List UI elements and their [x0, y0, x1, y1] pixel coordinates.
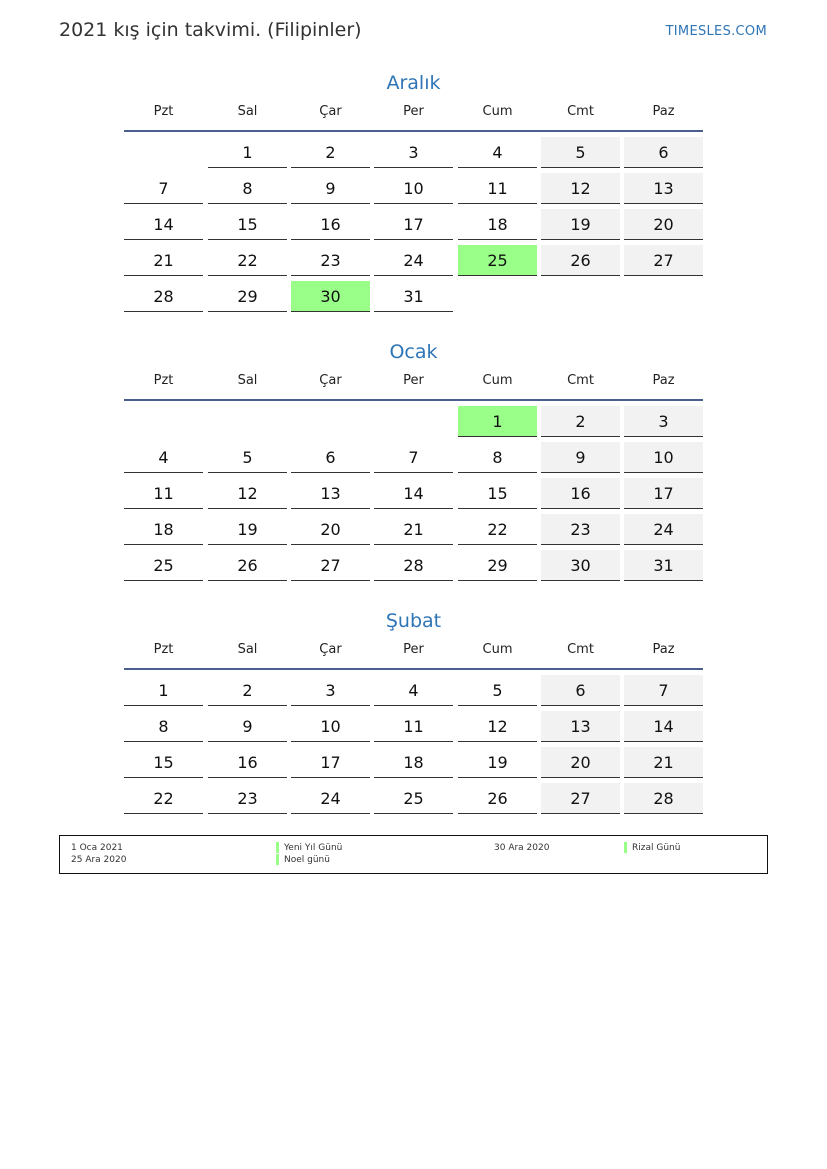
holiday-day-cell: 1 — [458, 406, 537, 437]
legend-holiday-name: Yeni Yıl Günü — [284, 843, 343, 853]
day-cell: 11 — [458, 173, 537, 204]
day-cell: 19 — [458, 747, 537, 778]
legend-date: 1 Oca 2021 — [71, 843, 123, 853]
weekday-label: Pzt — [153, 642, 174, 657]
weekday-label: Paz — [652, 642, 675, 657]
day-cell: 6 — [624, 137, 703, 168]
day-cell: 7 — [624, 675, 703, 706]
day-cell: 26 — [541, 245, 620, 276]
day-cell: 17 — [374, 209, 453, 240]
day-cell: 28 — [374, 550, 453, 581]
holiday-day-cell: 30 — [291, 281, 370, 312]
month-title: Aralık — [386, 72, 441, 94]
day-cell: 3 — [291, 675, 370, 706]
day-cell: 9 — [208, 711, 287, 742]
day-cell: 23 — [291, 245, 370, 276]
day-cell: 10 — [291, 711, 370, 742]
day-cell: 15 — [208, 209, 287, 240]
day-cell: 7 — [124, 173, 203, 204]
legend-holiday-name: Rizal Günü — [632, 843, 681, 853]
day-cell: 8 — [458, 442, 537, 473]
day-cell: 5 — [208, 442, 287, 473]
day-cell: 8 — [124, 711, 203, 742]
weekday-label: Per — [403, 104, 424, 119]
holiday-legend — [59, 835, 768, 874]
day-cell: 16 — [291, 209, 370, 240]
day-cell: 1 — [208, 137, 287, 168]
day-cell: 17 — [624, 478, 703, 509]
day-cell: 12 — [458, 711, 537, 742]
day-cell: 22 — [458, 514, 537, 545]
day-cell: 12 — [541, 173, 620, 204]
weekday-label: Cmt — [567, 642, 594, 657]
day-cell: 14 — [374, 478, 453, 509]
day-cell: 5 — [458, 675, 537, 706]
day-cell: 19 — [208, 514, 287, 545]
day-cell: 17 — [291, 747, 370, 778]
day-cell: 30 — [541, 550, 620, 581]
day-cell: 6 — [541, 675, 620, 706]
day-cell: 8 — [208, 173, 287, 204]
day-cell: 7 — [374, 442, 453, 473]
legend-date: 30 Ara 2020 — [494, 843, 550, 853]
day-cell: 21 — [374, 514, 453, 545]
day-cell: 18 — [458, 209, 537, 240]
weekday-label: Cum — [482, 642, 513, 657]
holiday-day-cell: 25 — [458, 245, 537, 276]
day-cell: 10 — [374, 173, 453, 204]
day-cell: 26 — [458, 783, 537, 814]
weekday-label: Per — [403, 373, 424, 388]
month-calendar — [124, 608, 703, 808]
day-cell: 14 — [624, 711, 703, 742]
month-calendar — [124, 70, 703, 306]
weekday-label: Cmt — [567, 373, 594, 388]
day-cell: 3 — [374, 137, 453, 168]
weekday-label: Çar — [319, 642, 342, 657]
day-cell: 9 — [291, 173, 370, 204]
month-title: Şubat — [385, 610, 442, 632]
day-cell: 28 — [624, 783, 703, 814]
weekday-label: Paz — [652, 373, 675, 388]
day-cell: 16 — [541, 478, 620, 509]
weekday-label: Per — [403, 642, 424, 657]
month-calendar — [124, 339, 703, 575]
holiday-color-marker — [276, 842, 279, 853]
day-cell: 15 — [124, 747, 203, 778]
day-cell: 24 — [374, 245, 453, 276]
weekday-label: Sal — [237, 642, 258, 657]
day-cell: 13 — [541, 711, 620, 742]
weekday-label: Pzt — [153, 104, 174, 119]
day-cell: 15 — [458, 478, 537, 509]
holiday-color-marker — [276, 854, 279, 865]
day-cell: 20 — [541, 747, 620, 778]
day-cell: 22 — [124, 783, 203, 814]
day-cell: 31 — [624, 550, 703, 581]
day-cell: 3 — [624, 406, 703, 437]
day-cell: 10 — [624, 442, 703, 473]
day-cell: 13 — [624, 173, 703, 204]
weekday-label: Cum — [482, 373, 513, 388]
day-cell: 31 — [374, 281, 453, 312]
holiday-color-marker — [624, 842, 627, 853]
day-cell: 24 — [624, 514, 703, 545]
day-cell: 4 — [124, 442, 203, 473]
day-cell: 21 — [124, 245, 203, 276]
day-cell: 20 — [291, 514, 370, 545]
day-cell: 12 — [208, 478, 287, 509]
weekday-label: Sal — [237, 373, 258, 388]
day-cell: 20 — [624, 209, 703, 240]
day-cell: 29 — [458, 550, 537, 581]
weekday-label: Çar — [319, 104, 342, 119]
day-cell: 2 — [208, 675, 287, 706]
day-cell: 11 — [374, 711, 453, 742]
day-cell: 1 — [124, 675, 203, 706]
day-cell: 4 — [458, 137, 537, 168]
day-cell: 26 — [208, 550, 287, 581]
day-cell: 28 — [124, 281, 203, 312]
day-cell: 25 — [124, 550, 203, 581]
day-cell: 18 — [124, 514, 203, 545]
day-cell: 21 — [624, 747, 703, 778]
day-cell: 13 — [291, 478, 370, 509]
day-cell: 27 — [291, 550, 370, 581]
day-cell: 6 — [291, 442, 370, 473]
day-cell: 14 — [124, 209, 203, 240]
day-cell: 23 — [208, 783, 287, 814]
day-cell: 9 — [541, 442, 620, 473]
weekday-label: Çar — [319, 373, 342, 388]
day-cell: 29 — [208, 281, 287, 312]
day-cell: 27 — [541, 783, 620, 814]
day-cell: 5 — [541, 137, 620, 168]
day-cell: 22 — [208, 245, 287, 276]
day-cell: 19 — [541, 209, 620, 240]
day-cell: 25 — [374, 783, 453, 814]
day-cell: 27 — [624, 245, 703, 276]
legend-date: 25 Ara 2020 — [71, 855, 127, 865]
weekday-label: Paz — [652, 104, 675, 119]
weekday-label: Pzt — [153, 373, 174, 388]
day-cell: 18 — [374, 747, 453, 778]
weekday-header — [124, 634, 703, 670]
site-link[interactable]: TIMESLES.COM — [665, 24, 767, 39]
day-cell: 23 — [541, 514, 620, 545]
weekday-header — [124, 365, 703, 401]
weekday-label: Cmt — [567, 104, 594, 119]
page-title: 2021 kış için takvimi. (Filipinler) — [59, 19, 362, 41]
day-cell: 11 — [124, 478, 203, 509]
legend-holiday-name: Noel günü — [284, 855, 330, 865]
weekday-label: Sal — [237, 104, 258, 119]
day-cell: 2 — [291, 137, 370, 168]
month-title: Ocak — [389, 341, 438, 363]
day-cell: 4 — [374, 675, 453, 706]
day-cell: 2 — [541, 406, 620, 437]
weekday-label: Cum — [482, 104, 513, 119]
day-cell: 16 — [208, 747, 287, 778]
day-cell: 24 — [291, 783, 370, 814]
weekday-header — [124, 96, 703, 132]
